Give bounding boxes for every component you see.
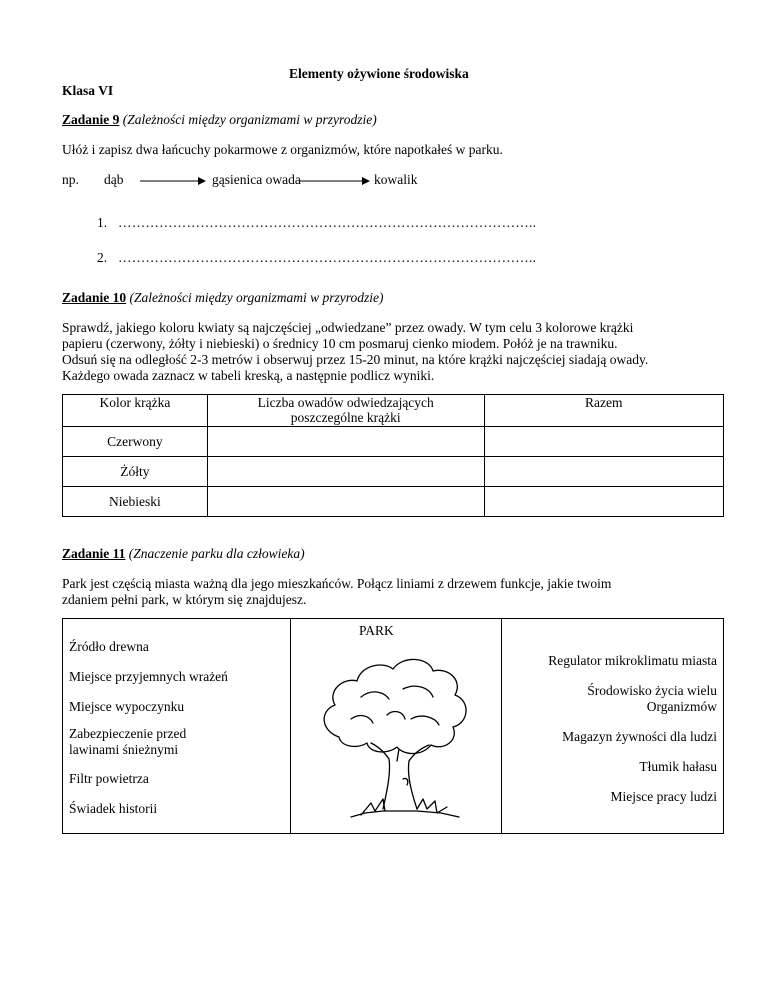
- table-header-count: Liczba owadów odwiedzających poszczególne krążki: [207, 395, 484, 427]
- answer-line-2-number: 2.: [97, 250, 108, 265]
- function-left-1[interactable]: Źródło drewna: [69, 639, 149, 654]
- chain-item-3: kowalik: [374, 172, 418, 187]
- function-left-6[interactable]: Świadek historii: [69, 801, 158, 816]
- task11-paragraph-line-2: zdaniem pełni park, w którym się znajdujesz.: [62, 592, 307, 607]
- observation-table: [62, 394, 724, 517]
- table-row: [63, 457, 724, 487]
- task11-title: Zadanie 11: [62, 546, 126, 561]
- chain-item-2: gąsienica owada: [212, 172, 301, 187]
- page-title: Elementy ożywione środowiska: [289, 66, 469, 81]
- task9-heading: [62, 112, 377, 128]
- answer-line-2[interactable]: ………………………………………………………………………………..: [118, 250, 537, 265]
- answer-line-1[interactable]: ………………………………………………………………………………..: [118, 215, 537, 230]
- chain-item-1: dąb: [104, 172, 124, 187]
- task10-title: Zadanie 10: [62, 290, 127, 305]
- task11-paragraph-line-1: Park jest częścią miasta ważną dla jego mieszkańców. Połącz liniami z drzewem funkcje, jakie twoim: [62, 576, 612, 591]
- table-cell-count[interactable]: [207, 457, 484, 487]
- class-label: Klasa VI: [62, 83, 114, 98]
- table-cell-color: Żółty: [63, 457, 208, 487]
- table-cell-color: Niebieski: [63, 487, 208, 517]
- task10-paragraph-line-2: papieru (czerwony, żółty i niebieski) o średnicy 10 cm posmaruj cienko miodem. Połóż je na trawniku.: [62, 336, 618, 351]
- function-left-4[interactable]: Zabezpieczenie przed lawinami śnieżnymi: [69, 726, 187, 757]
- table-row: [63, 427, 724, 457]
- function-left-2[interactable]: Miejsce przyjemnych wrażeń: [69, 669, 228, 684]
- arrow-icon: [300, 176, 370, 186]
- task10-subtitle: (Zależności między organizmami w przyrodzie): [129, 290, 384, 305]
- table-cell-total[interactable]: [484, 427, 723, 457]
- function-left-5[interactable]: Filtr powietrza: [69, 771, 149, 786]
- table-row: [63, 487, 724, 517]
- table-cell-total[interactable]: [484, 487, 723, 517]
- table-cell-color: Czerwony: [63, 427, 208, 457]
- task10-paragraph-line-1: Sprawdź, jakiego koloru kwiaty są najczęściej „odwiedzane” przez owady. W tym celu 3 kolorowe krążki: [62, 320, 634, 335]
- table-cell-total[interactable]: [484, 457, 723, 487]
- table-header-total: Razem: [484, 395, 723, 427]
- function-right-5[interactable]: Miejsce pracy ludzi: [610, 789, 717, 804]
- function-right-1[interactable]: Regulator mikroklimatu miasta: [548, 653, 717, 668]
- function-right-4[interactable]: Tłumik hałasu: [639, 759, 717, 774]
- table-header-color: Kolor krążka: [63, 395, 208, 427]
- park-matching-box: [62, 618, 724, 834]
- task10-heading: [62, 290, 384, 306]
- task9-subtitle: (Zależności między organizmami w przyrodzie): [122, 112, 377, 127]
- answer-line-1-number: 1.: [97, 215, 108, 230]
- task10-paragraph-line-3: Odsuń się na odległość 2-3 metrów i obserwuj przez 15-20 minut, na które krążki najczęściej siadają owady.: [62, 352, 649, 367]
- task11-subtitle: (Znaczenie parku dla człowieka): [128, 546, 305, 561]
- task11-heading: [62, 546, 305, 562]
- task9-instruction: Ułóż i zapisz dwa łańcuchy pokarmowe z organizmów, które napotkałeś w parku.: [62, 142, 503, 157]
- function-right-2[interactable]: Środowisko życia wielu Organizmów: [587, 683, 717, 714]
- tree-icon: [291, 619, 501, 833]
- table-cell-count[interactable]: [207, 487, 484, 517]
- example-prefix: np.: [62, 172, 79, 187]
- park-center-panel: [290, 619, 502, 833]
- arrow-icon: [140, 176, 206, 186]
- table-cell-count[interactable]: [207, 427, 484, 457]
- function-left-3[interactable]: Miejsce wypoczynku: [69, 699, 185, 714]
- task10-paragraph-line-4: Każdego owada zaznacz w tabeli kreską, a następnie podlicz wyniki.: [62, 368, 435, 383]
- function-right-3[interactable]: Magazyn żywności dla ludzi: [562, 729, 717, 744]
- task9-title: Zadanie 9: [62, 112, 120, 127]
- park-label: PARK: [359, 623, 394, 638]
